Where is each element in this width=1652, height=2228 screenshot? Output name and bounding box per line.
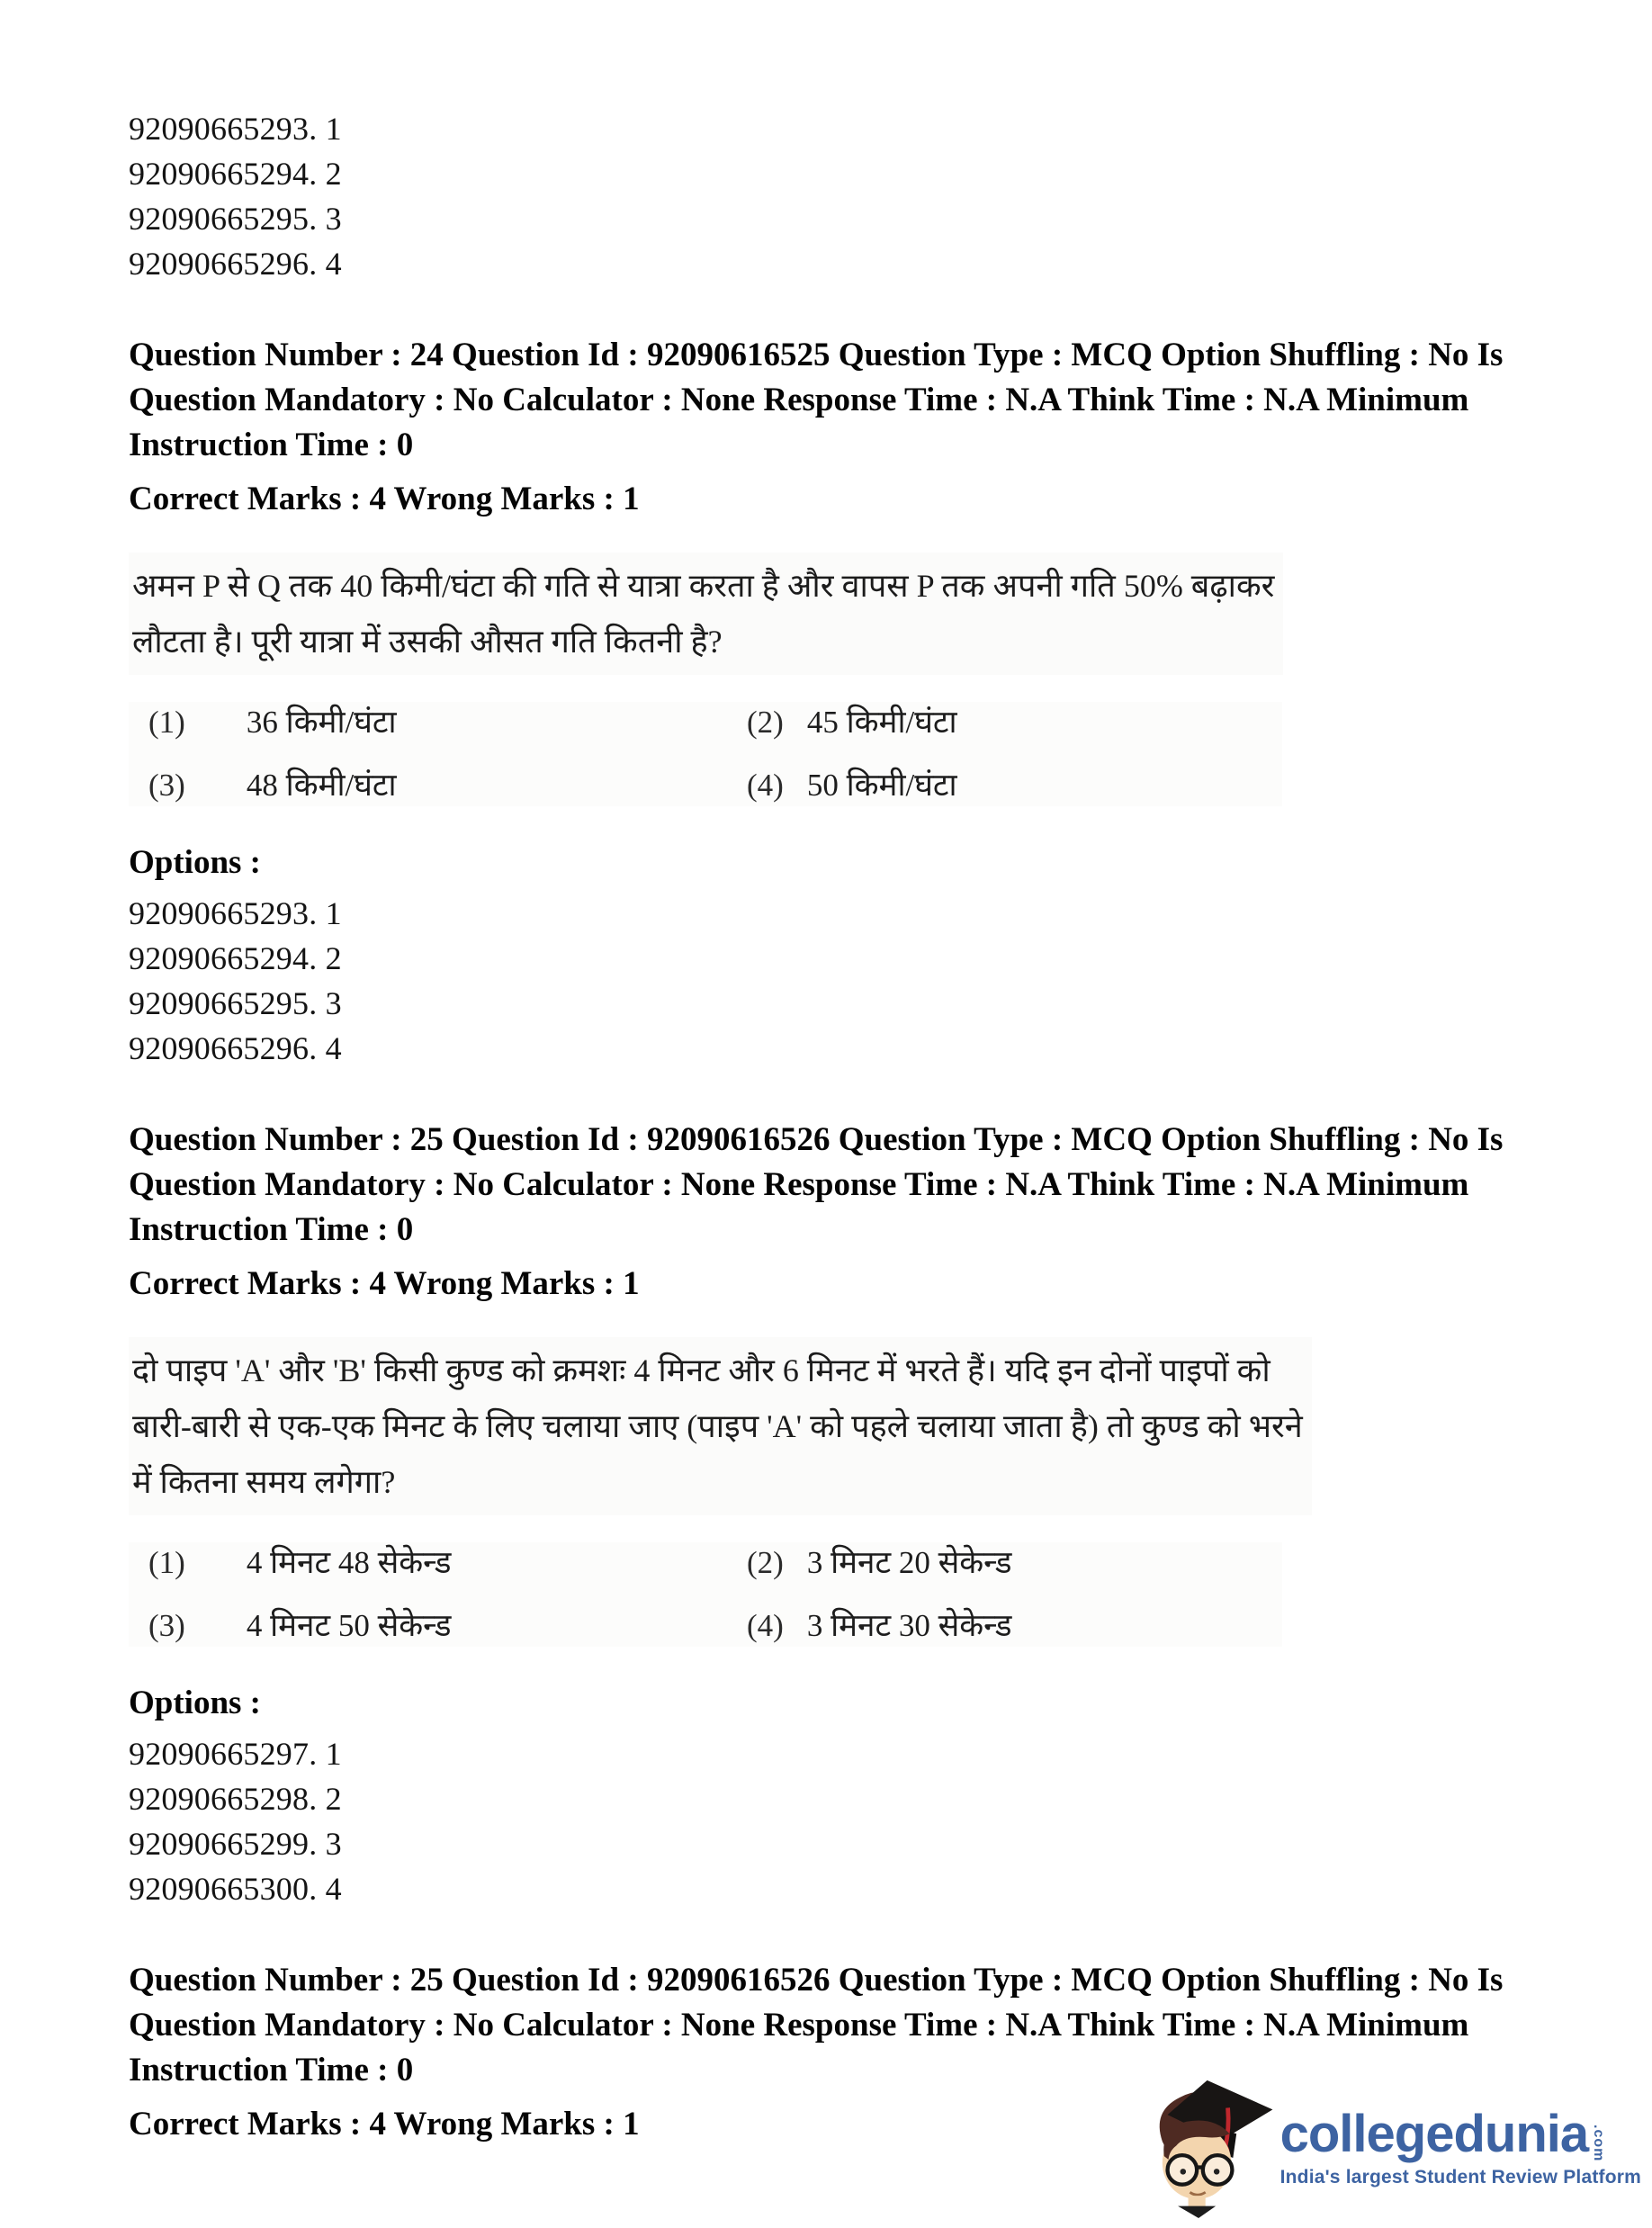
question-25-section bbox=[129, 1118, 1532, 1911]
collegedunia-tld-text: .com bbox=[1591, 2124, 1607, 2161]
choice-number: (4) bbox=[747, 768, 784, 803]
collegedunia-tagline: India's largest Student Review Platform bbox=[1279, 2167, 1641, 2188]
choice-number: (2) bbox=[747, 705, 784, 740]
question-25-repeat-metadata bbox=[129, 1958, 1532, 2093]
choice-text: 3 मिनट 30 सेकेन्ड bbox=[806, 1608, 1012, 1643]
question-text-line: लौटता है। पूरी यात्रा में उसकी औसत गति कितनी है? bbox=[132, 624, 723, 660]
question-25-marks: Correct Marks : 4 Wrong Marks : 1 bbox=[129, 1265, 640, 1302]
previous-question-option-ids bbox=[129, 106, 1532, 286]
choice-number: (3) bbox=[148, 1608, 185, 1643]
option-id-line: 92090665297. 1 bbox=[129, 1736, 342, 1772]
choice-1 bbox=[148, 702, 747, 743]
metadata-line: Question Number : 24 Question Id : 92090616525 Question Type : MCQ Option Shuffling : No Is bbox=[129, 337, 1504, 373]
question-25-metadata bbox=[129, 1118, 1532, 1253]
option-id-line: 92090665298. 2 bbox=[129, 1781, 342, 1817]
option-id-line: 92090665300. 4 bbox=[129, 1871, 342, 1907]
choice-text: 45 किमी/घंटा bbox=[806, 705, 957, 740]
option-id-line: 92090665295. 3 bbox=[129, 985, 342, 1021]
option-id-line: 92090665299. 3 bbox=[129, 1826, 342, 1862]
question-25-repeat-marks: Correct Marks : 4 Wrong Marks : 1 bbox=[129, 2106, 640, 2143]
question-24-option-ids bbox=[129, 891, 1532, 1071]
choice-number: (1) bbox=[148, 705, 185, 740]
question-text-line: अमन P से Q तक 40 किमी/घंटा की गति से यात्रा करता है और वापस P तक अपनी गति 50% बढ़ाकर bbox=[132, 568, 1275, 604]
option-id-line: 92090665296. 4 bbox=[129, 1030, 342, 1066]
metadata-line: Question Number : 25 Question Id : 92090616526 Question Type : MCQ Option Shuffling : No Is bbox=[129, 1121, 1504, 1158]
question-25-options-label: Options : bbox=[129, 1684, 262, 1721]
question-24-metadata bbox=[129, 333, 1532, 468]
question-25-text bbox=[129, 1337, 1312, 1515]
choice-4 bbox=[747, 765, 1282, 806]
choice-3 bbox=[148, 1605, 747, 1647]
choice-text: 4 मिनट 48 सेकेन्ड bbox=[246, 1545, 452, 1580]
choice-2 bbox=[747, 702, 1282, 743]
choice-text: 48 किमी/घंटा bbox=[246, 768, 397, 803]
choice-number: (4) bbox=[747, 1608, 784, 1643]
option-id-line: 92090665293. 1 bbox=[129, 111, 342, 147]
question-text-line: में कितना समय लगेगा? bbox=[132, 1464, 396, 1500]
question-24-marks: Correct Marks : 4 Wrong Marks : 1 bbox=[129, 481, 640, 517]
metadata-line: Question Mandatory : No Calculator : None Response Time : N.A Think Time : N.A Minimum bbox=[129, 382, 1469, 418]
question-text-line: बारी-बारी से एक-एक मिनट के लिए चलाया जाए (पाइप 'A' को पहले चलाया जाता है) तो कुण्ड को भरने bbox=[132, 1408, 1303, 1444]
choice-2 bbox=[747, 1542, 1282, 1584]
choice-1 bbox=[148, 1542, 747, 1584]
option-id-line: 92090665296. 4 bbox=[129, 246, 342, 282]
collegedunia-logo bbox=[1145, 2077, 1641, 2219]
choice-number: (3) bbox=[148, 768, 185, 803]
metadata-line: Question Number : 25 Question Id : 92090616526 Question Type : MCQ Option Shuffling : No Is bbox=[129, 1962, 1504, 1999]
question-24-section bbox=[129, 333, 1532, 1071]
question-24-text bbox=[129, 553, 1283, 675]
metadata-line: Instruction Time : 0 bbox=[129, 2052, 414, 2089]
option-id-line: 92090665294. 2 bbox=[129, 156, 342, 192]
question-25-choices bbox=[129, 1542, 1282, 1647]
choice-4 bbox=[747, 1605, 1282, 1647]
choice-3 bbox=[148, 765, 747, 806]
collegedunia-mascot-icon bbox=[1145, 2077, 1275, 2219]
question-24-options-label: Options : bbox=[129, 844, 262, 881]
metadata-line: Question Mandatory : No Calculator : None Response Time : N.A Think Time : N.A Minimum bbox=[129, 2007, 1469, 2044]
choice-text: 50 किमी/घंटा bbox=[806, 768, 957, 803]
option-id-line: 92090665294. 2 bbox=[129, 940, 342, 976]
choice-number: (1) bbox=[148, 1545, 185, 1580]
question-25-option-ids bbox=[129, 1731, 1532, 1911]
question-text-line: दो पाइप 'A' और 'B' किसी कुण्ड को क्रमशः 4 मिनट और 6 मिनट में भरते हैं। यदि इन दोनों पाइपों को bbox=[132, 1352, 1270, 1388]
metadata-line: Instruction Time : 0 bbox=[129, 427, 414, 463]
choice-text: 3 मिनट 20 सेकेन्ड bbox=[806, 1545, 1012, 1580]
option-id-line: 92090665293. 1 bbox=[129, 895, 342, 931]
choice-text: 36 किमी/घंटा bbox=[246, 705, 397, 740]
option-id-line: 92090665295. 3 bbox=[129, 201, 342, 237]
metadata-line: Question Mandatory : No Calculator : None Response Time : N.A Think Time : N.A Minimum bbox=[129, 1166, 1469, 1203]
question-24-choices bbox=[129, 702, 1282, 806]
choice-number: (2) bbox=[747, 1545, 784, 1580]
choice-text: 4 मिनट 50 सेकेन्ड bbox=[246, 1608, 452, 1643]
metadata-line: Instruction Time : 0 bbox=[129, 1211, 414, 1248]
collegedunia-brand-text: collegedunia bbox=[1279, 2105, 1589, 2163]
